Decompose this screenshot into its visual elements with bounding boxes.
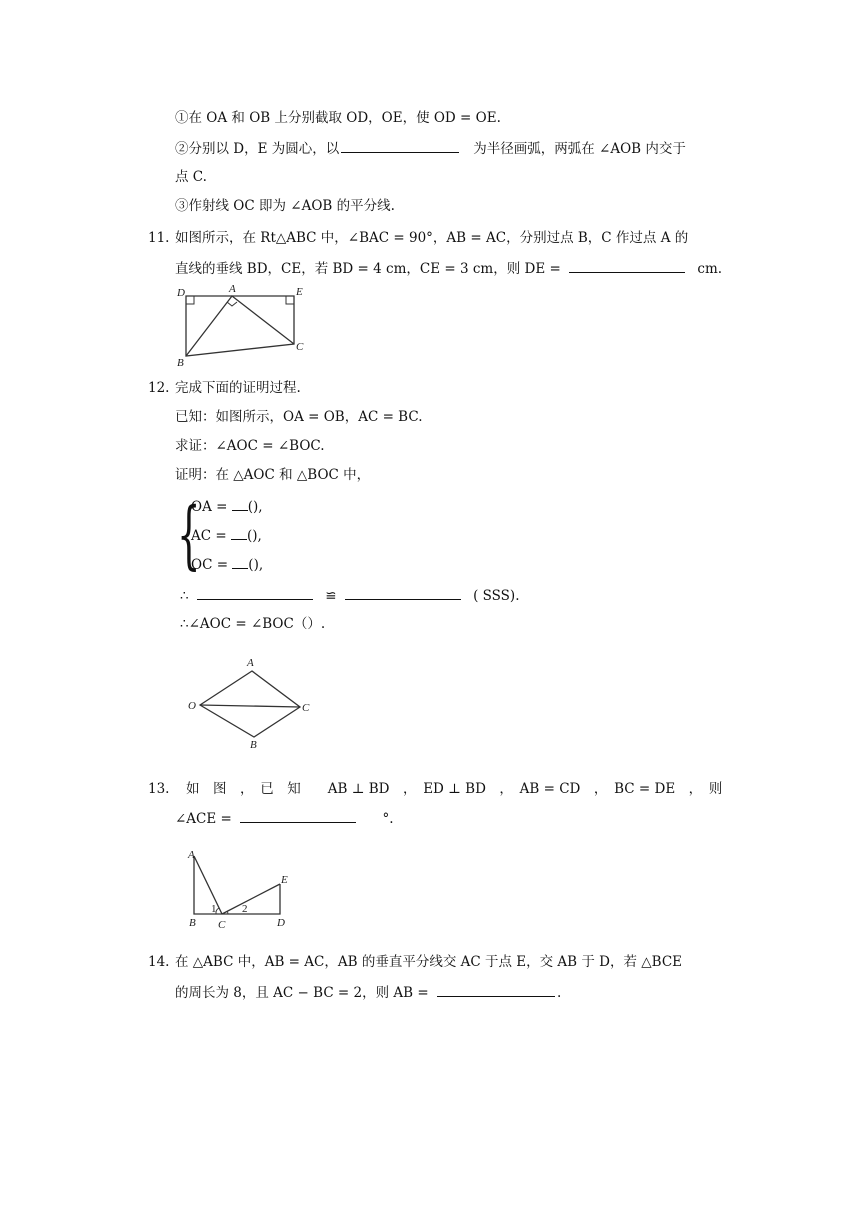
q11-text: 直线的垂线 BD，CE，若 BD = 4 cm，CE = 3 cm，则 DE = <box>175 261 561 277</box>
q13-line2 <box>175 808 394 829</box>
label-B: B <box>177 357 184 369</box>
sys-row-1-text: OA = <box>191 499 228 515</box>
step-2-cont: 点 C. <box>175 169 207 185</box>
q14-number: 14. <box>148 954 170 970</box>
q14-line1: 在 △ABC 中，AB = AC，AB 的垂直平分线交 AC 于点 E，交 AB 于 D，若 △BCE <box>175 954 683 970</box>
sys-row-3-paren: (), <box>248 557 264 573</box>
label-D: D <box>277 917 285 929</box>
q11-number: 11. <box>148 230 170 246</box>
sys-row-2-blank[interactable] <box>231 525 247 540</box>
therefore-symbol: ∴ <box>180 588 189 604</box>
q11-unit: cm. <box>697 261 723 277</box>
label-B: B <box>189 917 196 929</box>
q11-line1: 如图所示，在 Rt△ABC 中，∠BAC = 90°，AB = AC，分别过点 B，C 作过点 A 的 <box>175 230 689 246</box>
triangle-blank-1[interactable] <box>197 585 313 600</box>
triangle-blank-2[interactable] <box>345 585 461 600</box>
sys-row-3 <box>191 554 263 575</box>
q12-number: 12. <box>148 380 170 396</box>
label-C: C <box>296 341 304 353</box>
q14-line2 <box>175 982 561 1003</box>
angle-2-label: 2 <box>242 903 248 915</box>
sys-row-1-paren: (), <box>247 499 263 515</box>
q12-prove: 求证：∠AOC = ∠BOC. <box>175 438 325 454</box>
step-3: ③作射线 OC 即为 ∠AOB 的平分线. <box>175 198 395 214</box>
q12-given: 已知：如图所示，OA = OB，AC = BC. <box>175 409 423 425</box>
q13-angle: ∠ACE = <box>175 811 232 827</box>
q11-line2 <box>175 258 722 279</box>
angle-blank[interactable] <box>240 808 356 823</box>
congruent-symbol: ≌ <box>325 588 337 604</box>
q11-figure <box>174 284 314 370</box>
label-B: B <box>250 739 257 751</box>
q12-figure <box>184 655 314 755</box>
sss-label: ( SSS). <box>473 588 520 604</box>
de-blank[interactable] <box>569 258 685 273</box>
q13-figure <box>184 848 304 930</box>
q13-number: 13. <box>148 781 170 797</box>
radius-blank[interactable] <box>341 138 459 153</box>
label-C: C <box>302 702 310 714</box>
step-2-text-b: 为半径画弧，两弧在 ∠AOB 内交于 <box>473 141 686 157</box>
step-2 <box>175 138 686 159</box>
q13-degree: °. <box>382 811 394 827</box>
label-A: A <box>247 657 254 669</box>
sys-row-2 <box>191 525 262 546</box>
label-A: A <box>188 849 195 861</box>
label-C: C <box>218 919 226 931</box>
system-brace: { <box>177 492 201 578</box>
sys-row-3-blank[interactable] <box>232 554 248 569</box>
step-1: ①在 OA 和 OB 上分别截取 OD，OE，使 OD = OE. <box>175 110 501 126</box>
q14-period: . <box>557 985 562 1001</box>
step-2-text-a: ②分别以 D，E 为圆心，以 <box>175 141 340 157</box>
q12-proof-intro: 证明：在 △AOC 和 △BOC 中， <box>175 467 371 483</box>
sys-row-3-text: OC = <box>191 557 228 573</box>
sys-row-1 <box>191 496 263 517</box>
label-A: A <box>229 283 236 295</box>
q14-text: 的周长为 8，且 AC − BC = 2，则 AB = <box>175 985 429 1001</box>
sys-row-1-blank[interactable] <box>232 496 248 511</box>
label-D: D <box>177 287 185 299</box>
label-E: E <box>281 874 288 886</box>
ab-blank[interactable] <box>437 982 555 997</box>
sys-row-2-paren: (), <box>246 528 262 544</box>
congruence-line <box>180 585 519 606</box>
q13-line1: 如 图 ， 已 知 AB ⊥ BD ， ED ⊥ BD ， AB = CD ， BC = DE ， 则 <box>186 781 723 797</box>
sys-row-2-text: AC = <box>191 528 227 544</box>
q12-title: 完成下面的证明过程. <box>175 380 301 396</box>
angle-1-label: 1 <box>211 903 217 915</box>
label-E: E <box>296 286 303 298</box>
label-O: O <box>188 700 196 712</box>
q12-conclusion: ∴∠AOC = ∠BOC（）. <box>180 616 326 632</box>
